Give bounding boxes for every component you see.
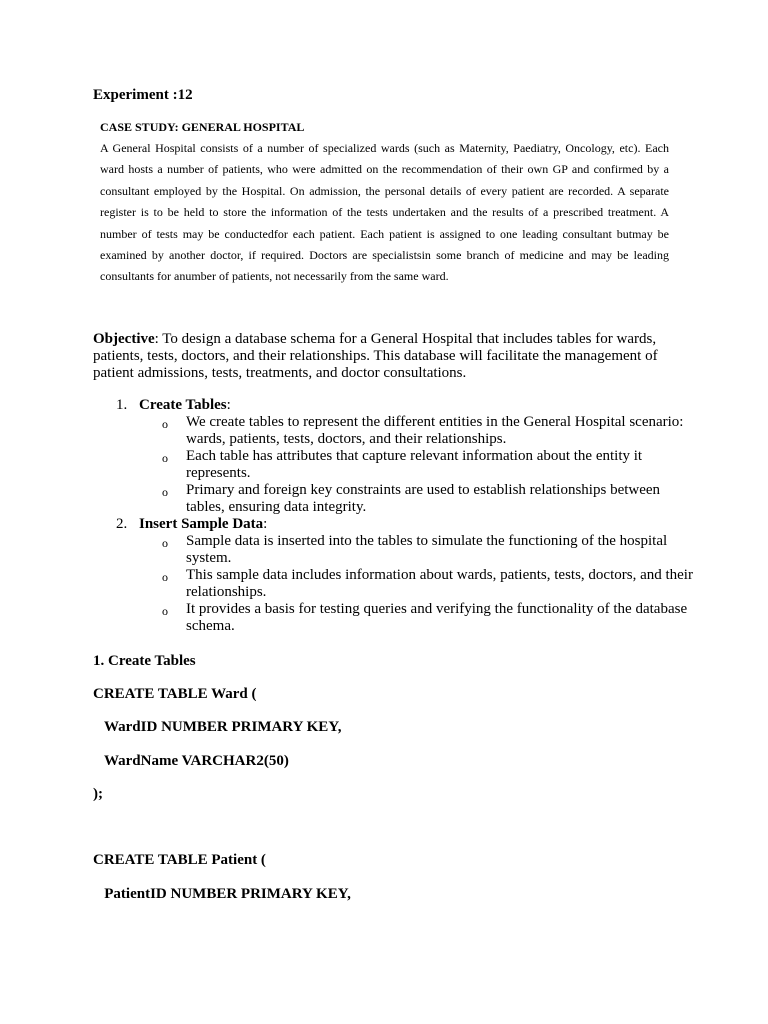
experiment-title: Experiment :12 [93,87,193,103]
code-line: WardName VARCHAR2(50) [93,753,289,769]
code-line: PatientID NUMBER PRIMARY KEY, [93,886,351,902]
case-study-heading: CASE STUDY: GENERAL HOSPITAL [100,120,305,134]
step-number: 2. [116,516,128,532]
objective-label: Objective [93,331,155,347]
list-item [139,567,693,601]
case-study-body: A General Hospital consists of a number of specialized wards (such as Maternity, Paediatry, Oncology, etc). Each ward hosts a number of patients, who were admitted on the recommendation of their own GP and confirmed by a consultant employed by the Hospital. On admission, the personal details of every patient are recorded. A separate register is to be held to store the information of the tests undertaken and the results of a prescribed treatment. A number of tests may be conductedfor each patient. Each patient is assigned to one leading consultant butmay be examined by another doctor, if required. Doctors are specialistsin some branch of medicine and may be leading consultants for anumber of patients, not necessarily from the same ward. [100,141,669,284]
bullet-marker: o [162,417,168,431]
step-colon: : [263,516,268,532]
list-item [139,448,693,482]
code-section-heading: 1. Create Tables [93,653,196,669]
objective-paragraph [93,331,683,382]
steps-list [93,397,693,635]
code-line: ); [93,786,103,802]
objective-text: : To design a database schema for a General Hospital that includes tables for wards, patients, tests, doctors, and their relationships. This database will facilitate the management of patient admissions, tests, treatments, and doctor consultations. [93,331,658,381]
bullet-marker: o [162,570,168,584]
step-create-tables [93,397,693,516]
code-line: WardID NUMBER PRIMARY KEY, [93,719,342,735]
bullet-text: It provides a basis for testing queries and verifying the functionality of the database schema. [186,601,688,634]
step-title: Insert Sample Data [139,516,264,532]
bullet-marker: o [162,536,168,550]
case-study [100,119,669,288]
bullet-text: Sample data is inserted into the tables to simulate the functioning of the hospital system. [186,533,668,566]
list-item [139,414,693,448]
code-line: CREATE TABLE Ward ( [93,686,257,702]
code-line: CREATE TABLE Patient ( [93,852,266,868]
bullet-text: This sample data includes information about wards, patients, tests, doctors, and their relationships. [186,567,693,600]
bullet-text: Each table has attributes that capture relevant information about the entity it represents. [186,448,643,481]
step-title: Create Tables [139,397,227,413]
list-item [139,482,693,516]
list-item [139,601,693,635]
bullet-text: Primary and foreign key constraints are used to establish relationships between tables, ensuring data integrity. [186,482,661,515]
bullet-list [139,414,693,516]
step-insert-sample-data [93,516,693,635]
bullet-marker: o [162,451,168,465]
bullet-marker: o [162,604,168,618]
step-colon: : [226,397,231,413]
bullet-list [139,533,693,635]
bullet-marker: o [162,485,168,499]
bullet-text: We create tables to represent the different entities in the General Hospital scenario: wards, patients, tests, doctors, and their relationships. [186,414,684,447]
list-item [139,533,693,567]
step-number: 1. [116,397,128,413]
